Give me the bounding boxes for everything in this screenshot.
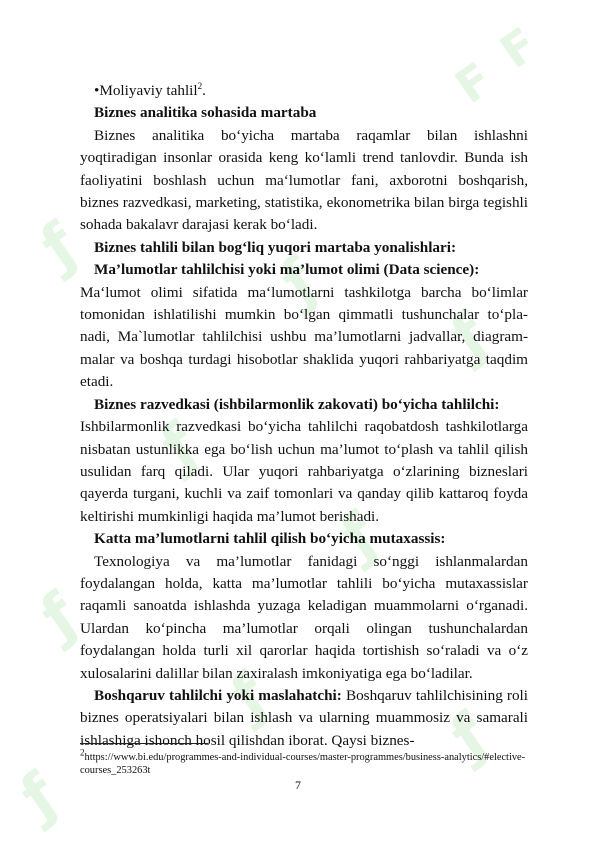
section-heading-career-paths: Biznes tahlili bilan bog‘liq yuqori martaba yonalishlari: <box>94 238 457 256</box>
footnote-link[interactable]: https://www.bi.edu/programmes-and-individual-courses/master-programmes/business-analytics/#elective-courses_253263t <box>80 752 526 776</box>
role-text-data-scientist: Ma‘lumot olimi sifatida ma‘lumotlarni tashkilotga barcha bo‘limlar tomonidan ishlatilishi mumkin bo‘lgan qimmatli tushunchalar to‘pla-nadi, Ma`lumotlar tahlilchisi ushbu ma’lumotlarni jadvallar, diagram-malar va boshqa turdagi hisobotlar shaklida yuqori rahbariyatga taqdim etadi. <box>80 283 528 391</box>
paragraph-career-intro: Biznes analitika bo‘yicha martaba raqamlar bilan ishlashni yoqtiradigan insonlar orasida keng ko‘lamli trend tanlovdir. Bunda ish faoliyatini boshlash uchun ma‘lumotlar fani, axborotni boshqarish, biznes razvedkasi, marketing, statistika, ekonometrika bilan birga tegishli sohada bakalavr darajasi kerak bo‘ladi. <box>80 126 528 234</box>
svg-text:ƒ: ƒ <box>438 699 500 773</box>
footnote <box>80 747 528 777</box>
footnote-marker: 2 <box>197 80 203 91</box>
svg-text:ƒ: ƒ <box>328 499 390 573</box>
footnote-divider <box>80 743 208 744</box>
role-text-bi-analyst: Ishbilarmonlik razvedkasi bo‘yicha tahlilchi raqobatdosh tashkilotlarga nisbatan ustunlikka ega bo‘lish uchun ma’lumot to‘plash va tahlil qilish usulidan farq qiladi. Ular yuqori rahbariyatga o‘zlarining bizneslari qayerda turgani, kuchli va zaif tomonlari va qanday qilib kattaroq foyda keltirishi mumkinligi haqida ma’lumot berishadi. <box>80 418 528 525</box>
footnote-number: 2 <box>80 747 85 758</box>
section-heading-career: Biznes analitika sohasida martaba <box>94 104 317 122</box>
bullet-text: •Moliyaviy tahlil <box>94 82 198 99</box>
svg-text:ƒ: ƒ <box>218 659 280 733</box>
svg-text:F: F <box>445 51 503 115</box>
svg-text:ƒ: ƒ <box>438 299 500 373</box>
page-number: 7 <box>295 778 301 792</box>
page-body <box>80 80 528 752</box>
svg-text:ƒ: ƒ <box>148 409 210 483</box>
role-text-big-data: Texnologiya va ma’lumotlar fanidagi so‘nggi ishlanmalardan foydalangan holda, katta ma’lumotlar tahlili bo‘yicha mutaxassislar raqamli sanoatda ishlashda yuzaga keladigan muammolarni o‘rganadi. Ulardan ko‘pincha ma’lumotlar orqali olingan tushunchalardan foydalangan holda turli xil qarorlar haqida tortishish so‘raladi va o‘z xulosalarini dalillar bilan zaxiralash imkoniyatiga ega bo‘ladilar. <box>80 552 528 682</box>
role-title-data-scientist: Ma’lumotlar tahlilchisi yoki ma’lumot olimi (Data science): <box>94 261 480 279</box>
svg-text:ƒ: ƒ <box>28 209 90 283</box>
role-title-big-data: Katta ma’lumotlarni tahlil qilish bo‘yicha mutaxassis: <box>94 530 446 548</box>
svg-text:ƒ: ƒ <box>28 579 90 653</box>
svg-text:ƒ: ƒ <box>268 244 330 318</box>
role-title-management: Boshqaruv tahlilchi yoki maslahatchi: <box>94 686 342 704</box>
svg-text:ƒ: ƒ <box>8 759 70 833</box>
bullet-item <box>80 80 528 102</box>
svg-text:F: F <box>490 16 548 80</box>
role-title-bi-analyst: Biznes razvedkasi (ishbilarmonlik zakovati) bo‘yicha tahlilchi: <box>94 395 500 413</box>
bullet-end: . <box>202 82 206 99</box>
role-text-management: Boshqaruv tahlilchisining roli biznes operatsiyalari bilan ishlash va ularning muammosiz va samarali ishlashiga ishonch hosil qilishdan iborat. Qaysi biznes- <box>80 686 528 749</box>
